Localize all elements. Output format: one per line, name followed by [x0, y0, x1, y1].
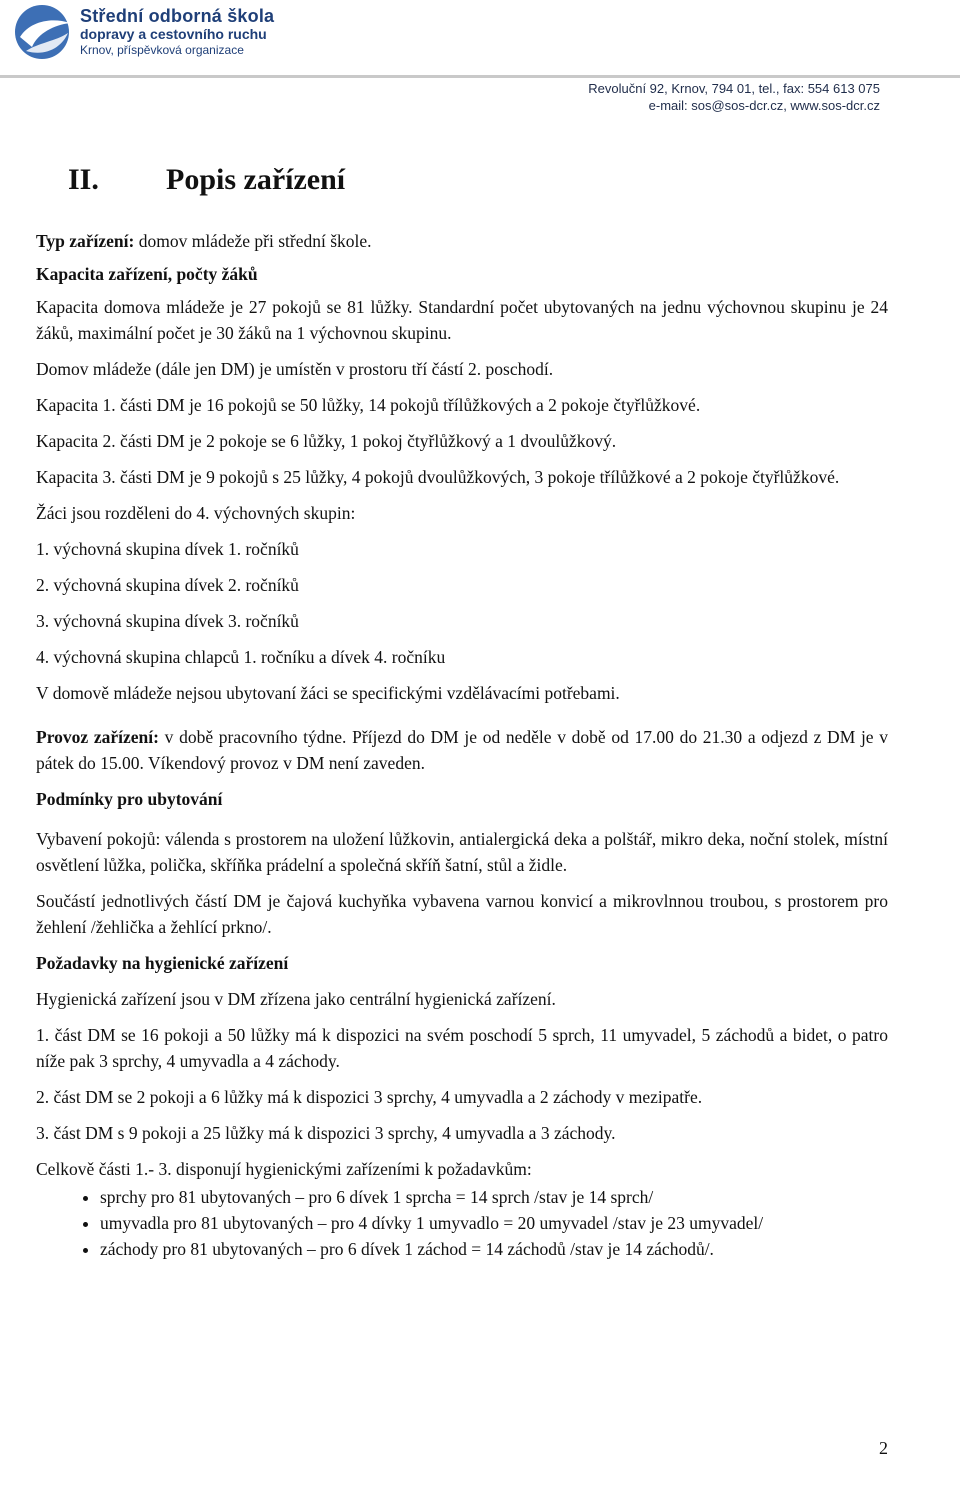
provoz-text: v době pracovního týdne. Příjezd do DM je od neděle v době od 17.00 do 21.30 a odjezd z DM je v pátek do 15.00. Víkendový provoz v DM není zaveden. — [36, 727, 888, 773]
kapacita-p4: Kapacita 2. části DM je 2 pokoje se 6 lůžky, 1 pokoj čtyřlůžkový a 1 dvoulůžkový. — [36, 431, 617, 451]
bullet-item: • sprchy pro 81 ubytovaných – pro 6 dívek 1 sprcha = 14 sprch /stav je 14 sprch/ — [100, 1184, 888, 1210]
document-body — [36, 160, 888, 1262]
podminky-p2: Součástí jednotlivých částí DM je čajová kuchyňka vybavena varnou konvicí a mikrovlnnou troubou, s prostorem pro žehlení /žehlička a žehlící prkno/. — [36, 891, 888, 937]
hygiena-p3: 2. část DM se 2 pokoji a 6 lůžky má k dispozici 3 sprchy, 4 umyvadla a 2 záchody v mezipatře. — [36, 1087, 703, 1107]
bullet-item: • umyvadla pro 81 ubytovaných – pro 4 dívky 1 umyvadlo = 20 umyvadel /stav je 23 umyvadel/ — [100, 1210, 888, 1236]
section-number: II. — [68, 163, 99, 196]
hygiena-p5: Celkově části 1.- 3. disponují hygienickými zařízeními k požadavkům: — [36, 1159, 532, 1179]
hygiena-p2: 1. část DM se 16 pokoji a 50 lůžky má k dispozici na svém poschodí 5 sprch, 11 umyvadel, 5 záchodů a bidet, o patro níže pak 3 sprchy, 4 umyvadla a 4 záchody. — [36, 1025, 888, 1071]
section-heading — [68, 160, 888, 200]
kapacita-p3: Kapacita 1. části DM je 16 pokojů se 50 lůžky, 14 pokojů třílůžkových a 2 pokoje čtyřlůžkové. — [36, 395, 701, 415]
contact-info — [588, 80, 880, 114]
typ-zarizeni — [36, 228, 888, 254]
typ-text: domov mládeže při střední škole. — [134, 231, 372, 251]
podminky-heading: Podmínky pro ubytování — [36, 789, 223, 809]
header-divider — [0, 75, 960, 78]
kapacita-heading: Kapacita zařízení, počty žáků — [36, 264, 258, 284]
contact-address: Revoluční 92, Krnov, 794 01, tel., fax: 554 613 075 — [588, 81, 880, 96]
podminky-p1: Vybavení pokojů: válenda s prostorem na uložení lůžkovin, antialergická deka a polštář, mikro deka, noční stolek, místní osvětlení lůžka, polička, skříňka prádelní a společná skříň šatní, stůl a židle. — [36, 829, 888, 875]
contact-email-web: e-mail: sos@sos-dcr.cz, www.sos-dcr.cz — [648, 98, 880, 113]
page-number: 2 — [879, 1438, 888, 1458]
kapacita-p1: Kapacita domova mládeže je 27 pokojů se 81 lůžky. Standardní počet ubytovaných na jednu výchovnou skupinu je 24 žáků, maximální počet je 30 žáků na 1 výchovnou skupinu. — [36, 297, 888, 343]
kapacita-p7: V domově mládeže nejsou ubytovaní žáci se specifickými vzdělávacími potřebami. — [36, 683, 620, 703]
hygiena-heading: Požadavky na hygienické zařízení — [36, 953, 289, 973]
kapacita-p5: Kapacita 3. části DM je 9 pokojů s 25 lůžky, 4 pokojů dvoulůžkových, 3 pokoje třílůžkové a 2 pokoje čtyřlůžkové. — [36, 467, 840, 487]
school-name-line1: Střední odborná škola — [80, 6, 275, 26]
section-title: Popis zařízení — [166, 163, 346, 196]
group-item: 2. výchovná skupina dívek 2. ročníků — [36, 575, 299, 595]
group-item: 3. výchovná skupina dívek 3. ročníků — [36, 611, 299, 631]
school-logo-icon — [12, 3, 74, 61]
provoz-label: Provoz zařízení: — [36, 727, 159, 747]
hygiena-p1: Hygienická zařízení jsou v DM zřízena jako centrální hygienická zařízení. — [36, 989, 556, 1009]
kapacita-p2: Domov mládeže (dále jen DM) je umístěn v prostoru tří částí 2. poschodí. — [36, 359, 554, 379]
kapacita-p6: Žáci jsou rozděleni do 4. výchovných skupin: — [36, 503, 356, 523]
group-item: 4. výchovná skupina chlapců 1. ročníku a dívek 4. ročníku — [36, 647, 446, 667]
letterhead — [0, 0, 960, 125]
group-item: 1. výchovná skupina dívek 1. ročníků — [36, 539, 299, 559]
bullet-item: • záchody pro 81 ubytovaných – pro 6 dívek 1 záchod = 14 záchodů /stav je 14 záchodů/. — [100, 1236, 888, 1262]
school-name-line2: dopravy a cestovního ruchu — [80, 26, 267, 42]
school-name — [80, 6, 274, 58]
hygiena-p4: 3. část DM s 9 pokoji a 25 lůžky má k dispozici 3 sprchy, 4 umyvadla a 3 záchody. — [36, 1123, 616, 1143]
hygiena-bullet-list — [36, 1184, 888, 1262]
school-name-line3: Krnov, příspěvková organizace — [80, 43, 244, 57]
provoz-paragraph — [36, 724, 888, 776]
typ-label: Typ zařízení: — [36, 231, 135, 251]
